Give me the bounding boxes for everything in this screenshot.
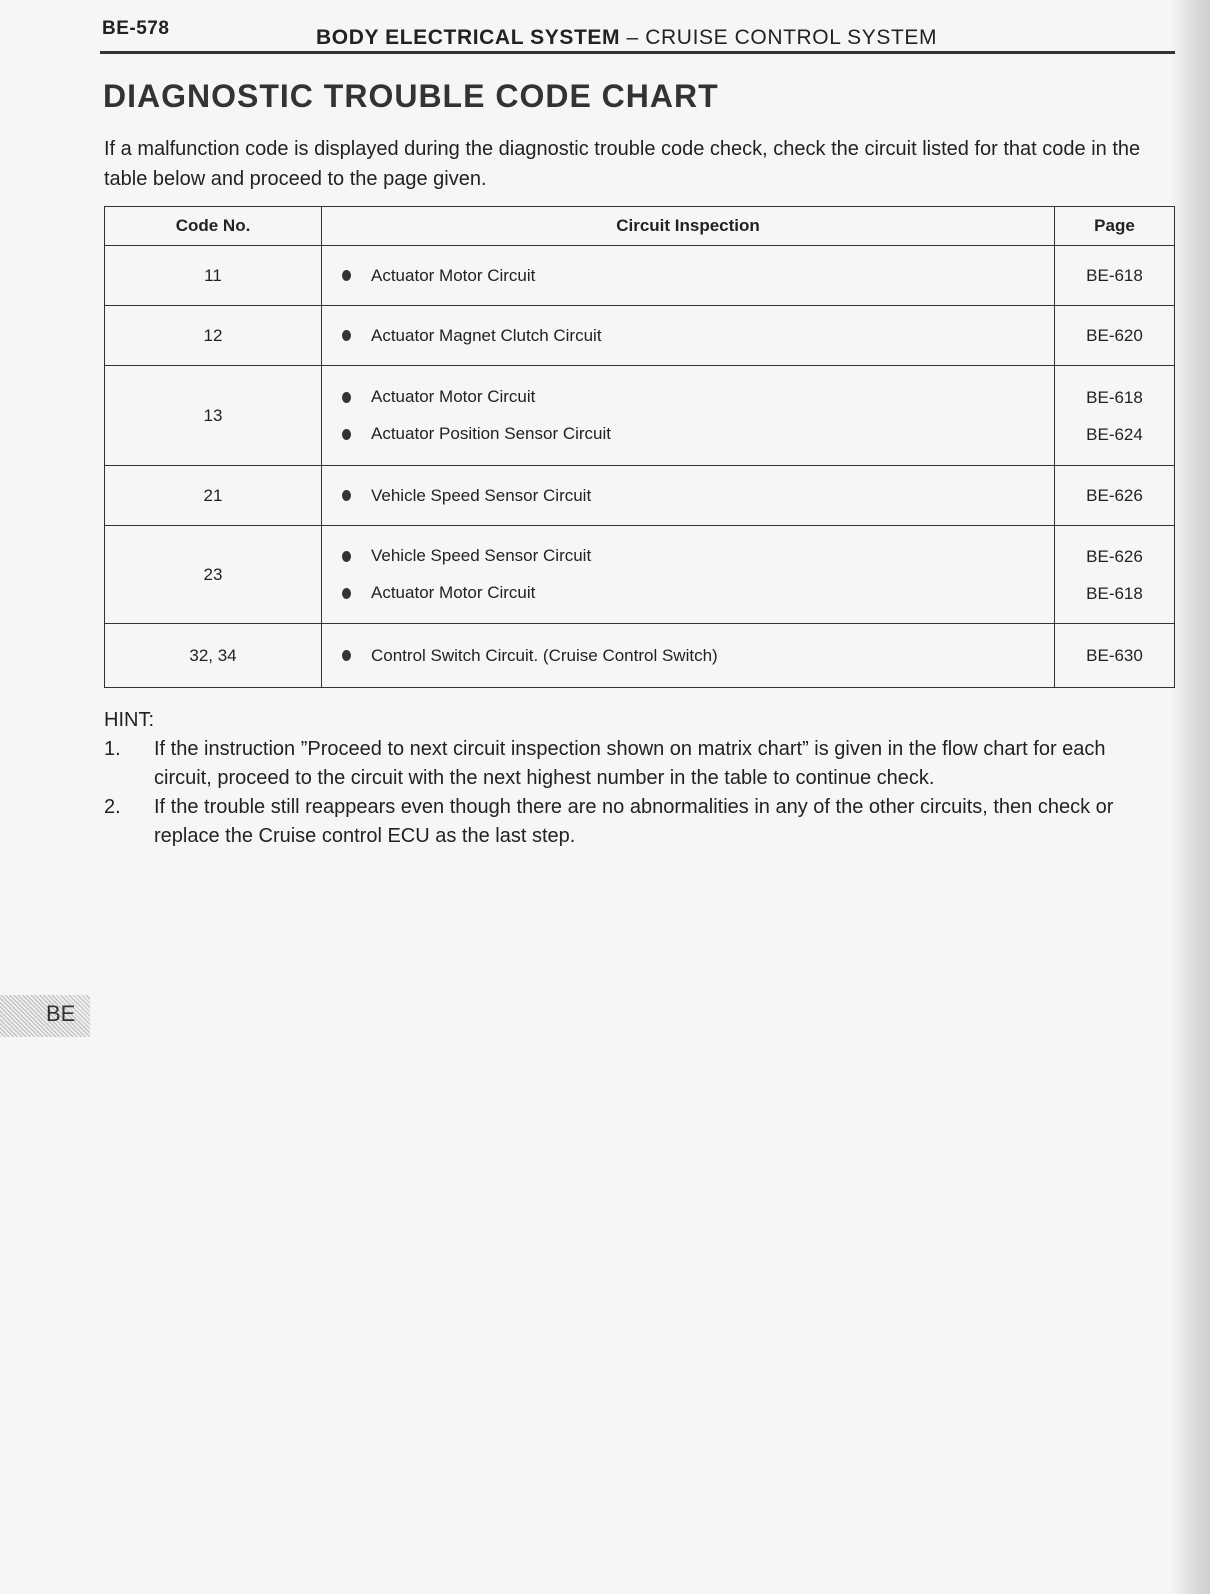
hint-number: 2. [104, 796, 121, 818]
page-number: BE-578 [102, 18, 170, 39]
code-cell: 12 [105, 306, 322, 366]
table-row [105, 306, 1175, 366]
bullet-icon [342, 490, 351, 501]
dtc-table [104, 206, 1175, 688]
hint-item [104, 793, 1164, 851]
table-row [105, 466, 1175, 526]
circuit-cell [322, 526, 1055, 624]
circuit-item [342, 317, 1054, 354]
section-title: BODY ELECTRICAL SYSTEM [316, 26, 621, 49]
circuit-name: Actuator Motor Circuit [371, 387, 536, 406]
table-row [105, 526, 1175, 624]
circuit-name: Actuator Position Sensor Circuit [371, 424, 611, 443]
circuit-item [342, 416, 1054, 453]
page-cell [1055, 306, 1175, 366]
circuit-item [342, 538, 1054, 575]
circuit-name: Vehicle Speed Sensor Circuit [371, 546, 592, 565]
page-cell [1055, 624, 1175, 688]
page-reference: BE-624 [1086, 424, 1143, 444]
bullet-icon [342, 588, 351, 599]
bullet-icon [342, 429, 351, 440]
page-reference: BE-618 [1086, 387, 1143, 407]
page-reference: BE-626 [1086, 486, 1143, 505]
circuit-cell [322, 246, 1055, 306]
table-row [105, 366, 1175, 466]
intro-paragraph: If a malfunction code is displayed during the diagnostic trouble code check, check the circuit listed for that code in the table below and proceed to the page given. [104, 138, 1141, 190]
page-cell [1055, 246, 1175, 306]
hint-text: If the instruction ”Proceed to next circuit inspection shown on matrix chart” is given in the flow chart for each circuit, proceed to the circuit with the next highest number in the table to continue check. [154, 738, 1106, 789]
bullet-icon [342, 330, 351, 341]
table-header-row [105, 207, 1175, 246]
bullet-icon [342, 270, 351, 281]
code-cell: 21 [105, 466, 322, 526]
section-tab [0, 995, 90, 1037]
page-cell [1055, 366, 1175, 466]
header-page: Page [1055, 207, 1175, 246]
hint-title: HINT: [104, 709, 154, 731]
hint-item [104, 735, 1164, 793]
hint-text: If the trouble still reappears even though there are no abnormalities in any of the other circuits, then check or replace the Cruise control ECU as the last step. [154, 796, 1114, 847]
page-edge-shadow [1170, 0, 1210, 1594]
bullet-icon [342, 650, 351, 661]
hint-number: 1. [104, 738, 121, 760]
code-cell: 11 [105, 246, 322, 306]
code-cell: 23 [105, 526, 322, 624]
running-header [316, 26, 937, 50]
code-cell: 13 [105, 366, 322, 466]
circuit-item [342, 379, 1054, 416]
page-reference: BE-630 [1086, 646, 1143, 665]
circuit-cell [322, 306, 1055, 366]
page-reference: BE-620 [1086, 326, 1143, 345]
circuit-item [342, 575, 1054, 612]
circuit-name: Control Switch Circuit. (Cruise Control Switch) [371, 645, 718, 665]
page-cell [1055, 466, 1175, 526]
circuit-name: Vehicle Speed Sensor Circuit [371, 485, 592, 505]
circuit-item [342, 477, 1054, 514]
table-row [105, 246, 1175, 306]
header-circuit: Circuit Inspection [322, 207, 1055, 246]
circuit-name: Actuator Motor Circuit [371, 583, 536, 602]
section-tab-label: BE [46, 1001, 76, 1026]
page-reference: BE-626 [1086, 546, 1143, 566]
page-cell [1055, 526, 1175, 624]
circuit-item [342, 257, 1054, 294]
header-rule [100, 51, 1175, 54]
subsection-title: – CRUISE CONTROL SYSTEM [620, 26, 938, 49]
table-row [105, 624, 1175, 688]
hint-section [104, 705, 1164, 851]
bullet-icon [342, 392, 351, 403]
circuit-cell [322, 366, 1055, 466]
page-reference: BE-618 [1086, 583, 1143, 603]
circuit-name: Actuator Magnet Clutch Circuit [371, 325, 602, 345]
page-reference: BE-618 [1086, 266, 1143, 285]
circuit-cell [322, 466, 1055, 526]
bullet-icon [342, 551, 351, 562]
circuit-cell [322, 624, 1055, 688]
code-cell: 32, 34 [105, 624, 322, 688]
header-code: Code No. [105, 207, 322, 246]
circuit-name: Actuator Motor Circuit [371, 265, 536, 285]
circuit-item [342, 637, 1054, 674]
page-title: DIAGNOSTIC TROUBLE CODE CHART [103, 78, 719, 114]
